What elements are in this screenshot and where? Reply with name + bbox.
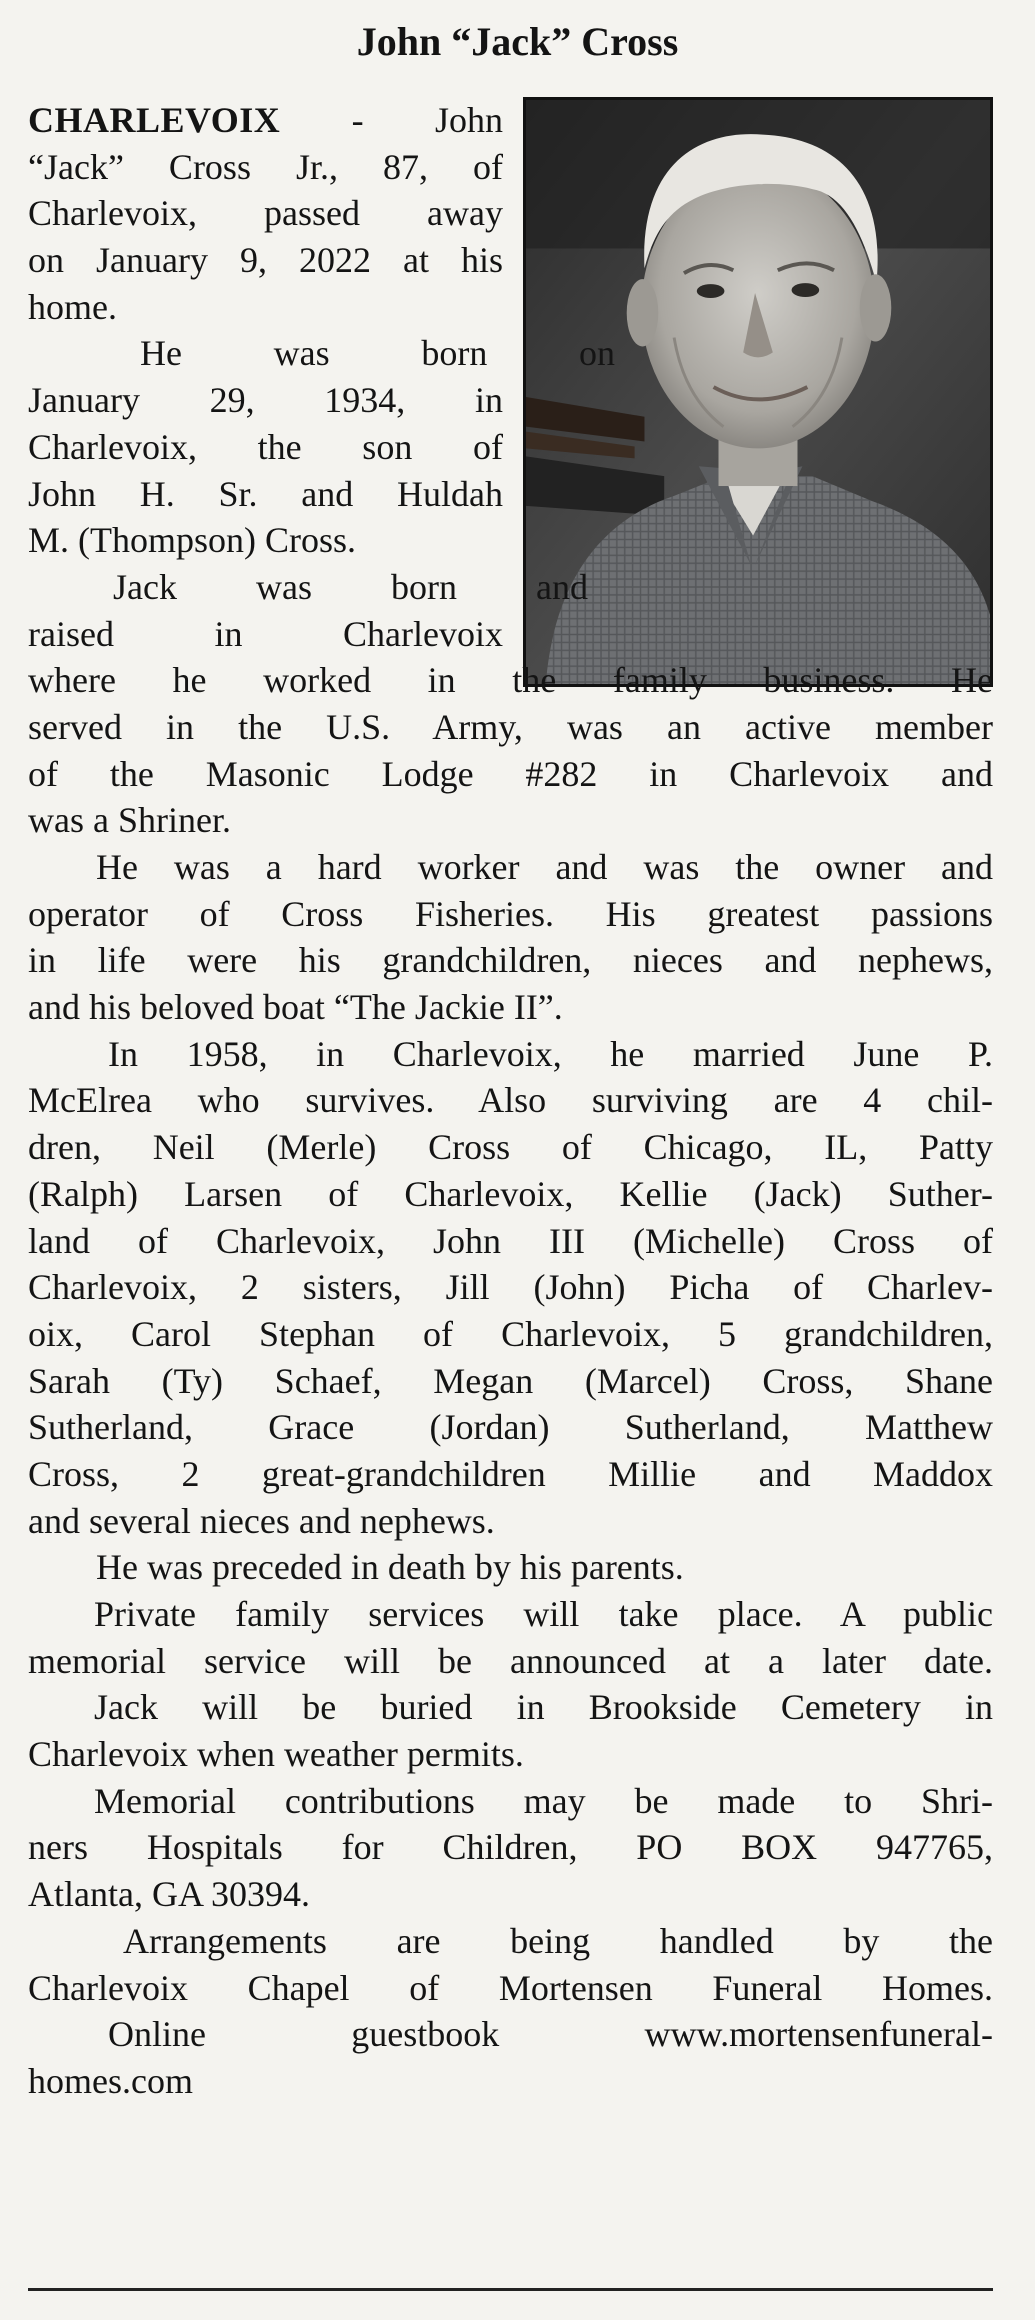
- text-line: raised in Charlevoix: [28, 613, 503, 654]
- text-line: Arrangements are being handled by the: [123, 1920, 993, 1961]
- text-line: He was preceded in death by his parents.: [96, 1547, 684, 1588]
- text-line: on January 9, 2022 at his: [28, 240, 503, 281]
- obituary-headline: John “Jack” Cross: [356, 19, 679, 64]
- text-line: land of Charlevoix, John III (Michelle) Cross of: [28, 1220, 993, 1261]
- text-line: memorial service will be announced at a later date.: [28, 1640, 993, 1681]
- text-line: Memorial contributions may be made to Shri-: [94, 1780, 993, 1821]
- column-bottom-rule: [28, 2288, 993, 2291]
- text-line: served in the U.S. Army, was an active member: [28, 706, 993, 747]
- text-line: Charlevoix, 2 sisters, Jill (John) Picha of Charlev-: [28, 1267, 993, 1308]
- text-line: He was born on: [140, 333, 615, 374]
- text-line: dren, Neil (Merle) Cross of Chicago, IL, Patty: [28, 1127, 993, 1168]
- text-line: Jack will be buried in Brookside Cemetery in: [94, 1687, 993, 1728]
- text-line: where he worked in the family business. He: [28, 660, 993, 701]
- text-line: and his beloved boat “The Jackie II”.: [28, 987, 563, 1028]
- text-line: January 29, 1934, in: [28, 380, 503, 421]
- text-line: ners Hospitals for Children, PO BOX 947765,: [28, 1827, 993, 1868]
- text-line: John H. Sr. and Huldah: [28, 473, 503, 514]
- text-line: In 1958, in Charlevoix, he married June P.: [108, 1033, 993, 1074]
- text-line: oix, Carol Stephan of Charlevoix, 5 grandchildren,: [28, 1313, 993, 1354]
- text-line: CHARLEVOIX - John: [28, 100, 503, 140]
- text-line: Private family services will take place. A public: [94, 1594, 993, 1634]
- text-line: Sarah (Ty) Schaef, Megan (Marcel) Cross, Shane: [28, 1360, 993, 1401]
- text-line: Charlevoix when weather permits.: [28, 1734, 524, 1775]
- text-line: and several nieces and nephews.: [28, 1500, 495, 1541]
- text-line: “Jack” Cross Jr., 87, of: [28, 146, 503, 187]
- text-line: M. (Thompson) Cross.: [28, 520, 357, 561]
- dateline: CHARLEVOIX: [28, 100, 281, 140]
- text-line: He was a hard worker and was the owner and: [96, 847, 993, 887]
- text-line: Cross, 2 great-grandchildren Millie and Maddox: [28, 1453, 993, 1494]
- text-line: Jack was born and: [113, 566, 588, 607]
- text-line: (Ralph) Larsen of Charlevoix, Kellie (Jack) Suther-: [28, 1173, 993, 1214]
- text-line: Online guestbook www.mortensenfuneral-: [108, 2014, 993, 2055]
- text-line: McElrea who survives. Also surviving are 4 chil-: [28, 1080, 993, 1121]
- text-line: Sutherland, Grace (Jordan) Sutherland, Matthew: [28, 1407, 993, 1448]
- text-line: of the Masonic Lodge #282 in Charlevoix and: [28, 753, 993, 794]
- text-line: Charlevoix Chapel of Mortensen Funeral Homes.: [28, 1967, 993, 2008]
- text-line: was a Shriner.: [28, 800, 231, 841]
- obituary-body: [28, 97, 993, 2105]
- text-line: Charlevoix, passed away: [28, 193, 503, 234]
- text-line: in life were his grandchildren, nieces and nephews,: [28, 940, 993, 981]
- text-line: Atlanta, GA 30394.: [28, 1874, 310, 1915]
- text-line: Charlevoix, the son of: [28, 426, 503, 467]
- text-line: home.: [28, 286, 117, 327]
- text-line: homes.com: [28, 2060, 193, 2101]
- text-line: operator of Cross Fisheries. His greatest passions: [28, 893, 993, 934]
